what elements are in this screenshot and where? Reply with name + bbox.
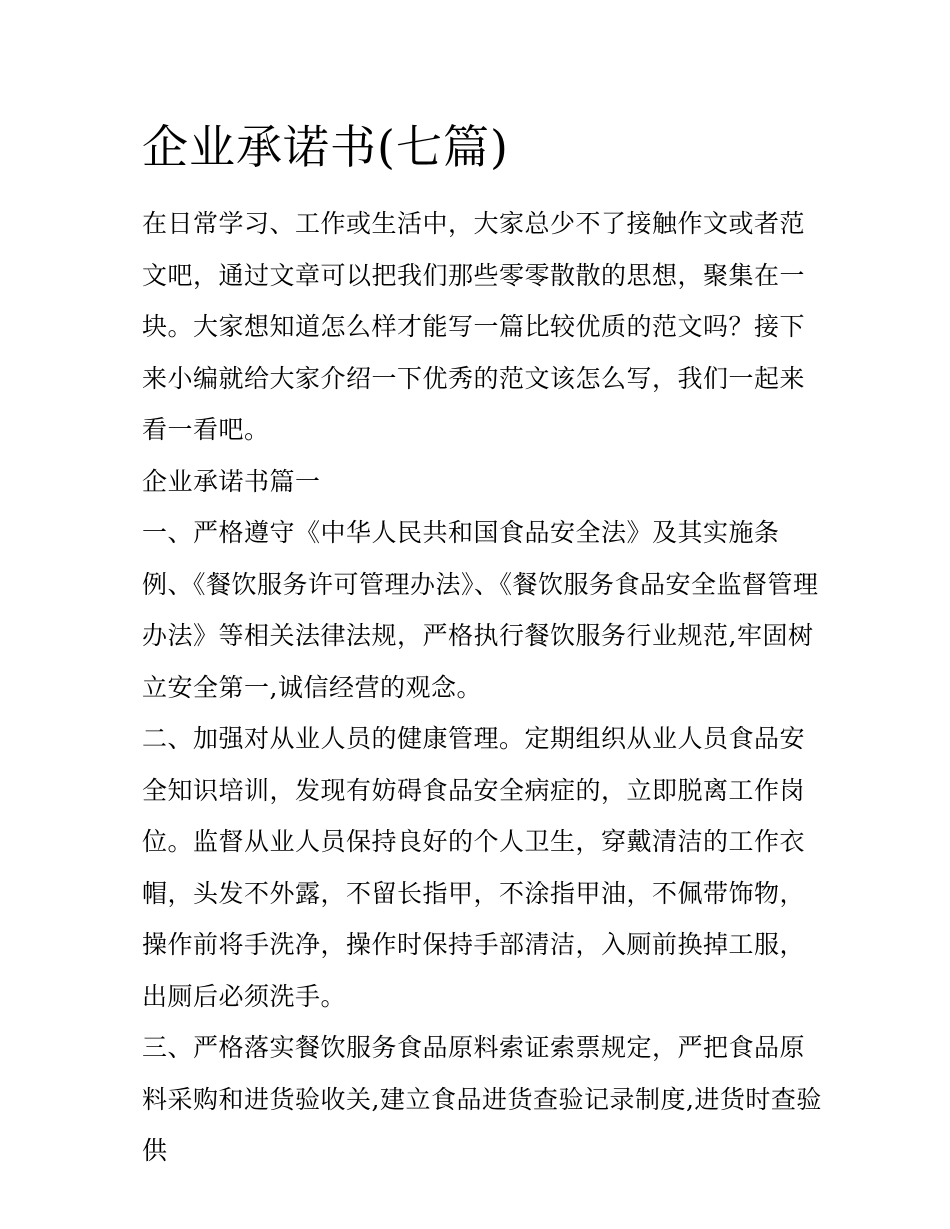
intro-paragraph: 在日常学习、工作或生活中，大家总少不了接触作文或者范文吧，通过文章可以把我们那些零零散散的思想，聚集在一块。大家想知道怎么样才能写一篇比较优质的范文吗？接下来小编就给大家介绍一下优秀的范文该怎么写，我们一起来看一看吧。 — [142, 209, 806, 444]
section-heading: 企业承诺书篇一 — [142, 466, 321, 496]
commitment-item-2: 二、加强对从业人员的健康管理。定期组织从业人员食品安全知识培训，发现有妨碍食品安全病症的，立即脱离工作岗位。监督从业人员保持良好的个人卫生，穿戴清洁的工作衣帽，头发不外露，不留长指甲，不涂指甲油，不佩带饰物，操作前将手洗净，操作时保持手部清洁，入厕前换掉工服，出厕后必须洗手。 — [142, 724, 806, 1011]
document-body — [142, 112, 822, 1177]
commitment-item-3: 三、严格落实餐饮服务食品原料索证索票规定，严把食品原料采购和进货验收关,建立食品进货查验记录制度,进货时查验供 — [142, 1033, 822, 1165]
document-title: 企业承诺书(七篇) — [142, 120, 509, 174]
commitment-item-1: 一、严格遵守《中华人民共和国食品安全法》及其实施条例、《餐饮服务许可管理办法》、《餐饮服务食品安全监督管理办法》等相关法律法规，严格执行餐饮服务行业规范,牢固树立安全第一,诚信经营的观念。 — [142, 518, 819, 702]
